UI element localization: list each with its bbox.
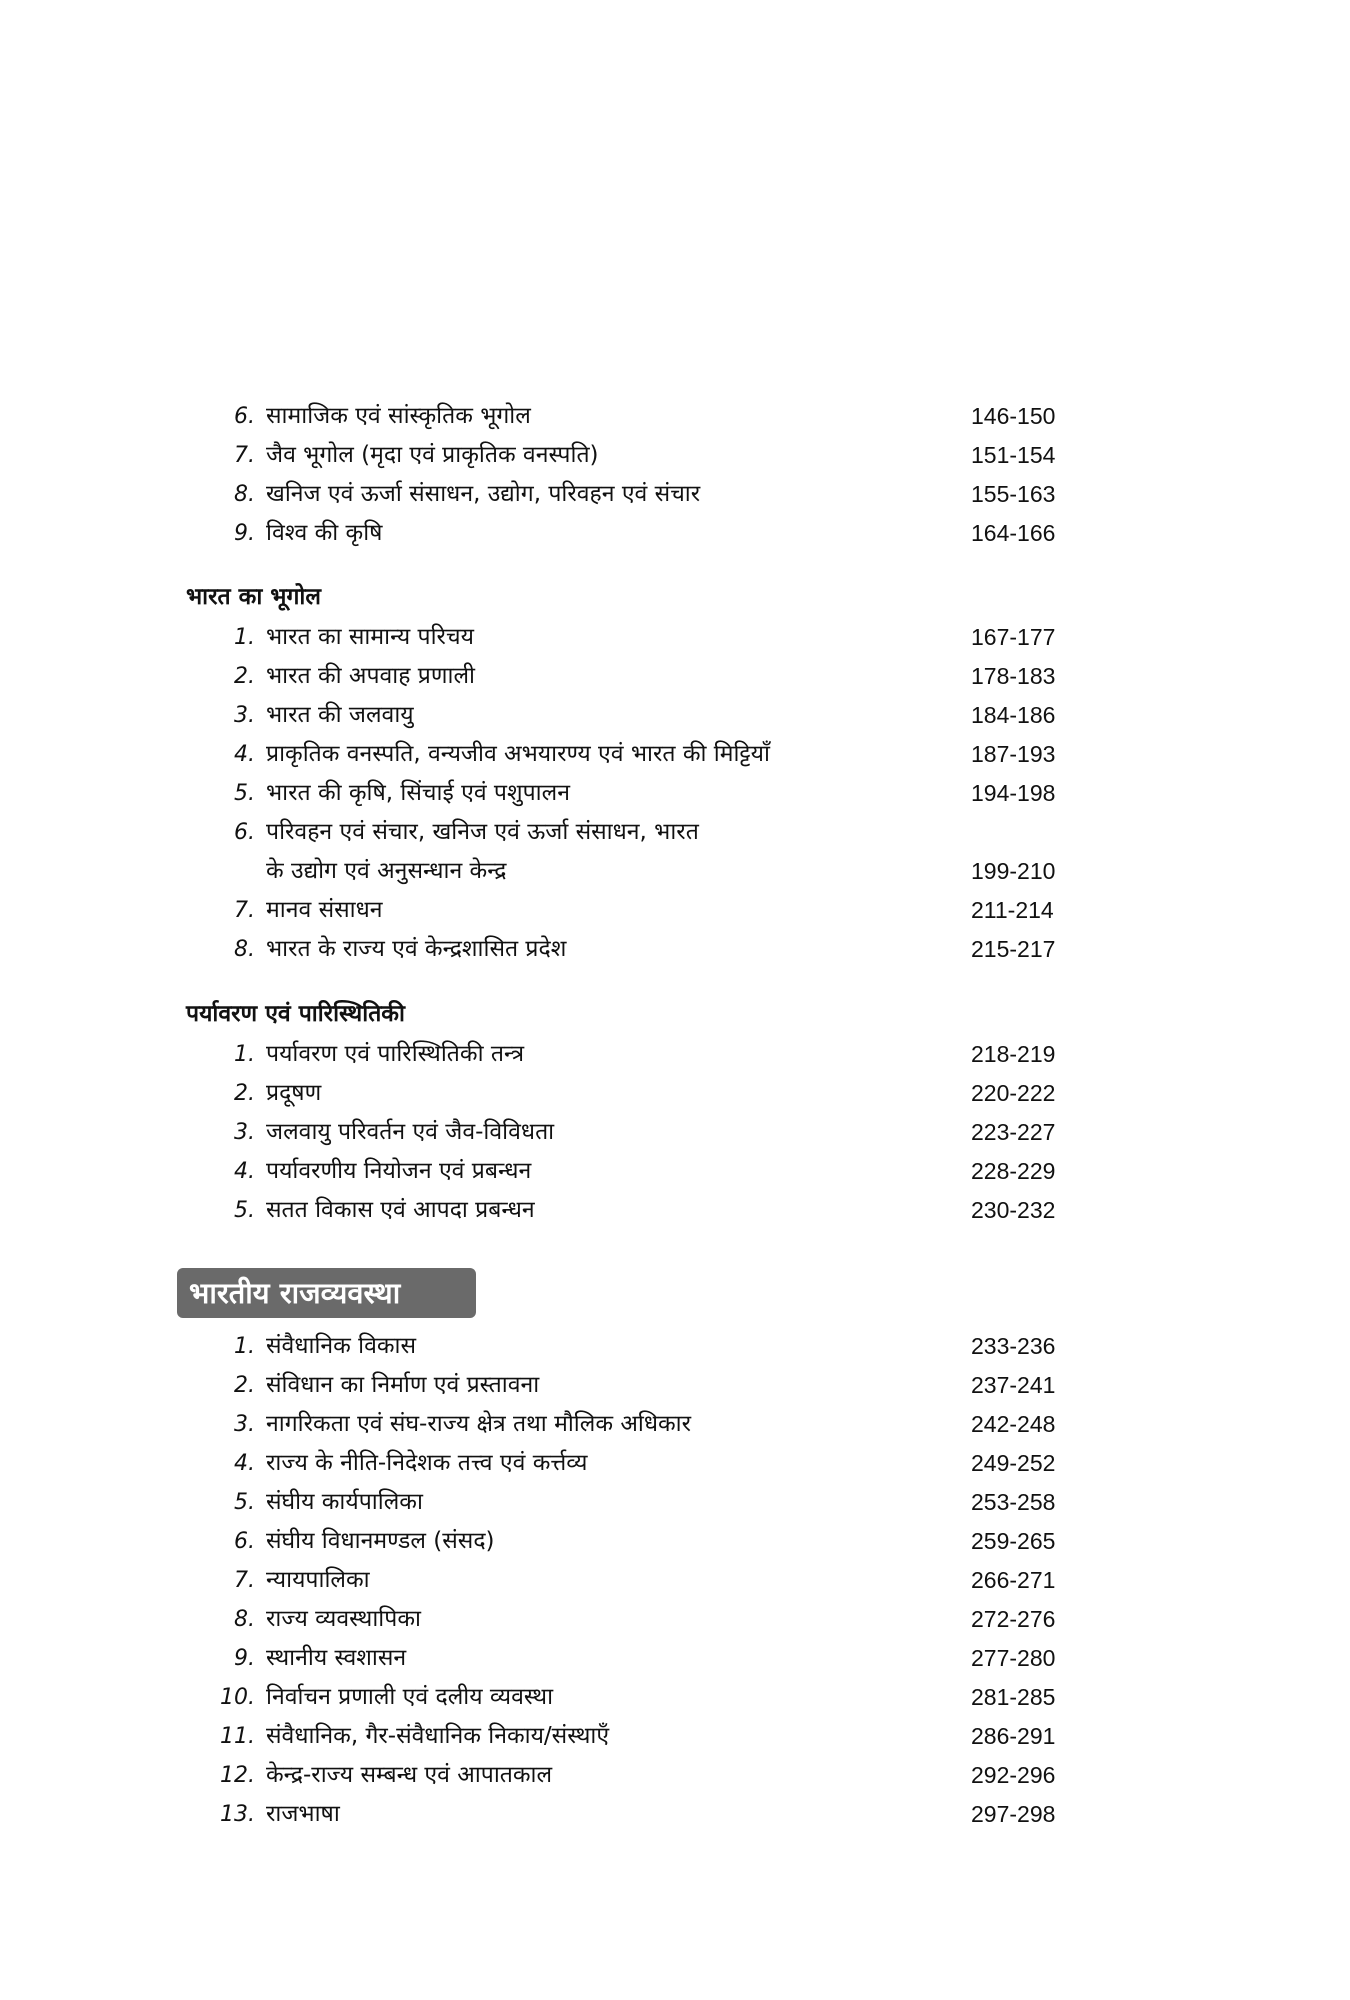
entry-number: 2. (234, 1081, 255, 1106)
entry-title: राजभाषा (266, 1801, 340, 1827)
entry-number: 4. (234, 1451, 255, 1476)
entry-pages: 184-186 (971, 702, 1056, 728)
toc-entry (0, 1366, 1350, 1405)
entry-pages: 237-241 (971, 1372, 1056, 1398)
entry-title: केन्द्र-राज्य सम्बन्ध एवं आपातकाल (266, 1762, 553, 1788)
toc-entry (0, 1152, 1350, 1191)
toc-entry (0, 618, 1350, 657)
entry-title: न्यायपालिका (266, 1567, 370, 1593)
entry-title: सतत विकास एवं आपदा प्रबन्धन (266, 1197, 535, 1223)
entry-title: परिवहन एवं संचार, खनिज एवं ऊर्जा संसाधन, भारत (266, 819, 699, 845)
entry-number: 8. (234, 482, 255, 507)
entry-title: खनिज एवं ऊर्जा संसाधन, उद्योग, परिवहन एवं संचार (266, 481, 701, 507)
entry-title: पर्यावरणीय नियोजन एवं प्रबन्धन (266, 1158, 532, 1184)
entry-title: संघीय कार्यपालिका (266, 1489, 423, 1515)
entry-title: सामाजिक एवं सांस्कृतिक भूगोल (266, 403, 531, 429)
entry-number: 4. (234, 1159, 255, 1184)
entry-title: जैव भूगोल (मृदा एवं प्राकृतिक वनस्पति) (266, 442, 599, 468)
entry-number: 3. (234, 1412, 255, 1437)
entry-number: 5. (234, 781, 255, 806)
entry-number: 6. (234, 404, 255, 429)
toc-entry (0, 436, 1350, 475)
entry-number: 9. (234, 521, 255, 546)
entry-pages: 249-252 (971, 1450, 1056, 1476)
entry-pages: 253-258 (971, 1489, 1056, 1515)
section-heading-environment: पर्यावरण एवं पारिस्थितिकी (186, 1001, 405, 1027)
entry-number: 1. (234, 1042, 255, 1067)
entry-pages: 199-210 (971, 858, 1056, 884)
entry-number: 7. (234, 1568, 255, 1593)
entry-number: 2. (234, 664, 255, 689)
toc-entry (0, 1561, 1350, 1600)
entry-title: प्रदूषण (266, 1080, 322, 1106)
toc-entry (0, 397, 1350, 436)
entry-title: राज्य के नीति-निदेशक तत्त्व एवं कर्त्तव्य (266, 1450, 588, 1476)
entry-title: विश्व की कृषि (266, 520, 383, 546)
entry-title: संघीय विधानमण्डल (संसद) (266, 1528, 495, 1554)
entry-title: भारत की अपवाह प्रणाली (266, 663, 476, 689)
entry-title: जलवायु परिवर्तन एवं जैव-विविधता (266, 1119, 555, 1145)
entry-pages: 233-236 (971, 1333, 1056, 1359)
entry-number: 10. (220, 1685, 255, 1710)
entry-title: राज्य व्यवस्थापिका (266, 1606, 421, 1632)
entry-pages: 297-298 (971, 1801, 1056, 1827)
entry-number: 1. (234, 1334, 255, 1359)
entry-number: 7. (234, 443, 255, 468)
toc-entry (0, 1483, 1350, 1522)
entry-title: भारत की जलवायु (266, 702, 414, 728)
entry-title: संवैधानिक विकास (266, 1333, 417, 1359)
entry-number: 2. (234, 1373, 255, 1398)
entry-title: मानव संसाधन (266, 897, 383, 923)
entry-pages: 151-154 (971, 442, 1056, 468)
toc-entry (0, 1035, 1350, 1074)
entry-number: 6. (234, 820, 255, 845)
toc-entry (0, 1405, 1350, 1444)
entry-number: 13. (220, 1802, 255, 1827)
toc-entry (0, 475, 1350, 514)
entry-pages: 178-183 (971, 663, 1056, 689)
toc-entry (0, 1717, 1350, 1756)
toc-entry (0, 514, 1350, 553)
entry-pages: 228-229 (971, 1158, 1056, 1184)
entry-pages: 242-248 (971, 1411, 1056, 1437)
toc-entry (0, 930, 1350, 969)
entry-pages: 155-163 (971, 481, 1056, 507)
entry-title: निर्वाचन प्रणाली एवं दलीय व्यवस्था (266, 1684, 554, 1710)
toc-entry (0, 1756, 1350, 1795)
entry-pages: 164-166 (971, 520, 1056, 546)
toc-entry (0, 696, 1350, 735)
entry-title-continuation: के उद्योग एवं अनुसन्धान केन्द्र (266, 858, 507, 884)
section-banner-indian-polity: भारतीय राजव्यवस्था (177, 1268, 476, 1318)
entry-pages: 187-193 (971, 741, 1056, 767)
entry-pages: 223-227 (971, 1119, 1056, 1145)
entry-title: भारत की कृषि, सिंचाई एवं पशुपालन (266, 780, 570, 806)
toc-entry (0, 1795, 1350, 1834)
entry-number: 5. (234, 1198, 255, 1223)
entry-pages: 194-198 (971, 780, 1056, 806)
toc-entry (0, 1074, 1350, 1113)
entry-pages: 167-177 (971, 624, 1056, 650)
entry-pages: 218-219 (971, 1041, 1056, 1067)
entry-pages: 286-291 (971, 1723, 1056, 1749)
entry-pages: 215-217 (971, 936, 1056, 962)
entry-pages: 277-280 (971, 1645, 1056, 1671)
toc-entry (0, 1639, 1350, 1678)
entry-title: स्थानीय स्वशासन (266, 1645, 407, 1671)
toc-entry (0, 1327, 1350, 1366)
entry-pages: 146-150 (971, 403, 1056, 429)
toc-entry (0, 1522, 1350, 1561)
entry-number: 3. (234, 1120, 255, 1145)
entry-pages: 259-265 (971, 1528, 1056, 1554)
entry-pages: 230-232 (971, 1197, 1056, 1223)
entry-number: 9. (234, 1646, 255, 1671)
entry-title: पर्यावरण एवं पारिस्थितिकी तन्त्र (266, 1041, 525, 1067)
toc-entry (0, 1678, 1350, 1717)
entry-number: 4. (234, 742, 255, 767)
entry-pages: 272-276 (971, 1606, 1056, 1632)
toc-entry (0, 813, 1350, 852)
entry-pages: 292-296 (971, 1762, 1056, 1788)
entry-number: 8. (234, 1607, 255, 1632)
toc-entry (0, 1600, 1350, 1639)
entry-pages: 211-214 (971, 897, 1054, 923)
entry-title: संवैधानिक, गैर-संवैधानिक निकाय/संस्थाएँ (266, 1723, 610, 1749)
entry-number: 11. (220, 1724, 255, 1749)
entry-title: भारत का सामान्य परिचय (266, 624, 474, 650)
toc-entry (0, 735, 1350, 774)
toc-entry (0, 774, 1350, 813)
entry-title: भारत के राज्य एवं केन्द्रशासित प्रदेश (266, 936, 567, 962)
entry-number: 8. (234, 937, 255, 962)
entry-number: 6. (234, 1529, 255, 1554)
entry-title: नागरिकता एवं संघ-राज्य क्षेत्र तथा मौलिक अधिकार (266, 1411, 692, 1437)
entry-number: 3. (234, 703, 255, 728)
toc-entry (0, 1113, 1350, 1152)
toc-entry (0, 891, 1350, 930)
entry-number: 5. (234, 1490, 255, 1515)
entry-pages: 220-222 (971, 1080, 1056, 1106)
entry-number: 12. (220, 1763, 255, 1788)
entry-pages: 266-271 (971, 1567, 1056, 1593)
toc-entry (0, 1191, 1350, 1230)
entry-title: प्राकृतिक वनस्पति, वन्यजीव अभयारण्य एवं भारत की मिट्टियाँ (266, 741, 770, 767)
toc-entry (0, 1444, 1350, 1483)
toc-entry (0, 657, 1350, 696)
entry-number: 7. (234, 898, 255, 923)
toc-entry-continuation (0, 852, 1350, 891)
entry-pages: 281-285 (971, 1684, 1056, 1710)
entry-number: 1. (234, 625, 255, 650)
entry-title: संविधान का निर्माण एवं प्रस्तावना (266, 1372, 540, 1398)
section-heading-india-geography: भारत का भूगोल (186, 584, 321, 610)
